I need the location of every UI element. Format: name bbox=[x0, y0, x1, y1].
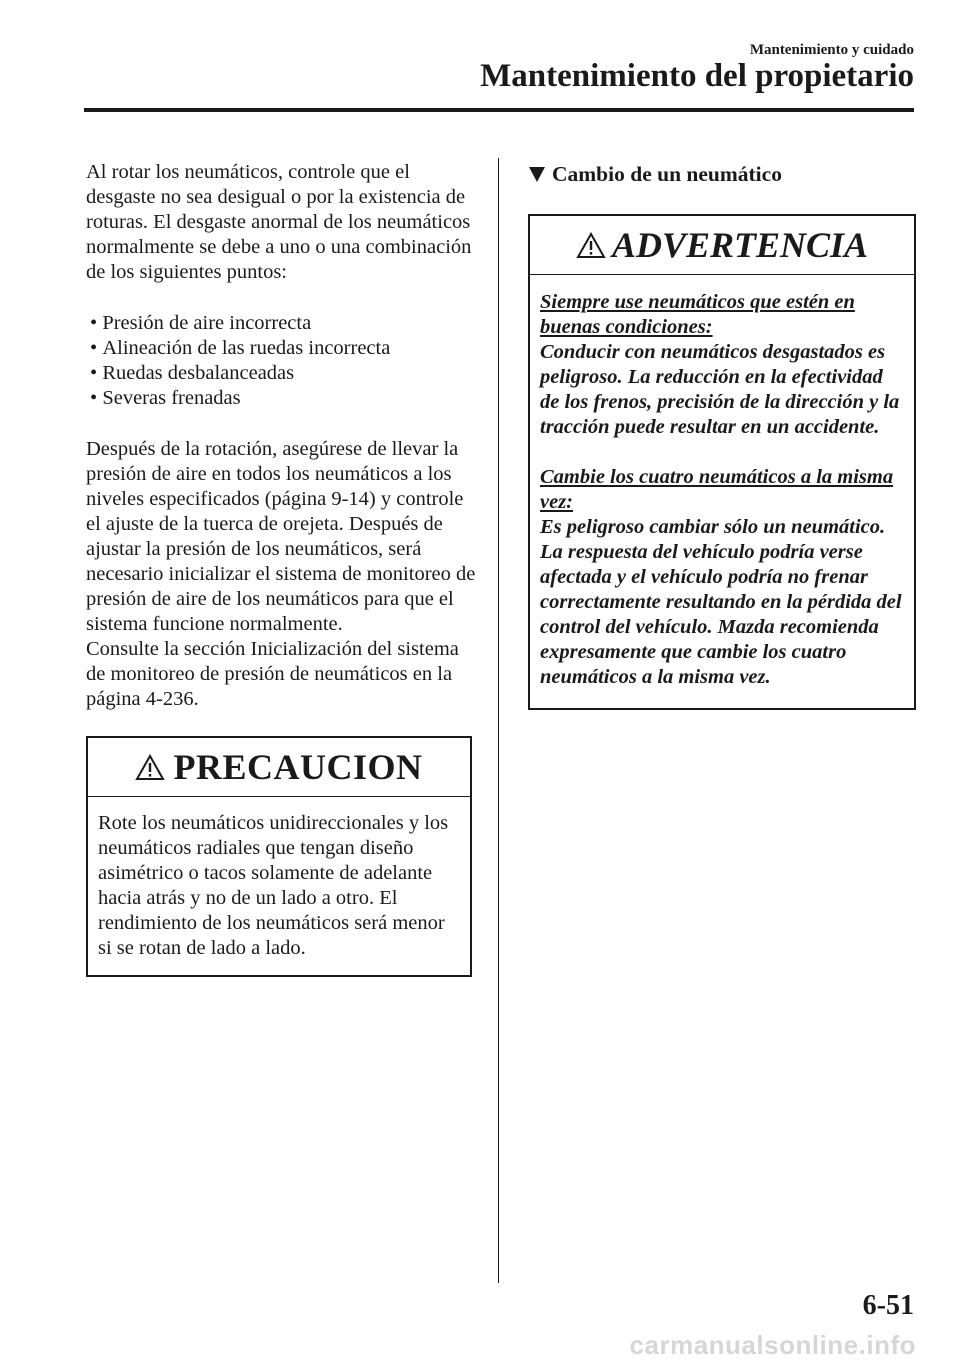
header-section-label: Mantenimiento y cuidado bbox=[749, 42, 914, 58]
warning-text bbox=[530, 275, 914, 708]
warning-subhead-1: Siempre use neumáticos que estén en buenas condiciones: bbox=[540, 291, 855, 338]
section-heading bbox=[528, 160, 918, 188]
after-rotation-paragraph: Después de la rotación, asegúrese de llevar la presión de aire en todos los neumáticos a los niveles especificados (página 9-14) y controle el ajuste de la tuerca de orejeta. Después de ajustar la presión de los neumáticos, será necesario inicializar el sistema de monitoreo de presión de aire de los neumáticos para que el sistema funcione normalmente. bbox=[86, 438, 476, 635]
page-title: Mantenimiento del propietario bbox=[480, 58, 914, 94]
caution-title-bar bbox=[88, 738, 470, 797]
right-column bbox=[528, 160, 918, 688]
warning-paragraph-2: Es peligroso cambiar sólo un neumático. La respuesta del vehículo podría verse afectada y el vehículo podría no frenar correctamente resultando en la pérdida del control del vehículo. Mazda recomienda expresamente que cambie los cuatro neumáticos a la misma vez. bbox=[540, 516, 902, 688]
list-item: • Presión de aire incorrecta bbox=[90, 311, 476, 336]
down-triangle-icon bbox=[529, 167, 545, 182]
warning-box bbox=[528, 214, 916, 710]
left-column bbox=[86, 160, 476, 977]
cause-list bbox=[86, 311, 476, 411]
warning-subhead-2: Cambie los cuatro neumáticos a la misma vez: bbox=[540, 466, 894, 513]
header-rule bbox=[84, 108, 914, 112]
caution-title: PRECAUCION bbox=[173, 746, 423, 787]
caution-text: Rote los neumáticos unidireccionales y los neumáticos radiales que tengan diseño asimétrico o tacos solamente de adelante hacia atrás y no de un lado a otro. El rendimiento de los neumáticos será menor si se rotan de lado a lado. bbox=[98, 812, 449, 959]
page-number: 6-51 bbox=[862, 1290, 914, 1321]
list-item: • Ruedas desbalanceadas bbox=[90, 361, 476, 386]
warning-triangle-icon bbox=[576, 232, 606, 259]
intro-paragraph: Al rotar los neumáticos, controle que el desgaste no sea desigual o por la existencia de roturas. El desgaste anormal de los neumáticos normalmente se debe a uno o una combinación de los siguientes puntos: bbox=[86, 161, 472, 283]
warning-triangle-icon bbox=[135, 754, 165, 781]
warning-title-bar bbox=[530, 216, 914, 275]
warning-title: ADVERTENCIA bbox=[611, 225, 869, 265]
caution-box bbox=[86, 736, 472, 977]
section-heading-text: Cambio de un neumático bbox=[552, 161, 782, 186]
watermark: carmanualsonline.info bbox=[629, 1330, 916, 1360]
list-item: • Severas frenadas bbox=[90, 386, 476, 411]
warning-paragraph-1: Conducir con neumáticos desgastados es peligroso. La reducción en la efectividad de los frenos, precisión de la dirección y la tracción puede resultar en un accidente. bbox=[540, 341, 900, 438]
column-divider bbox=[498, 158, 499, 1283]
consult-paragraph: Consulte la sección Inicialización del sistema de monitoreo de presión de neumáticos en la página 4-236. bbox=[86, 638, 459, 710]
list-item: • Alineación de las ruedas incorrecta bbox=[90, 336, 476, 361]
